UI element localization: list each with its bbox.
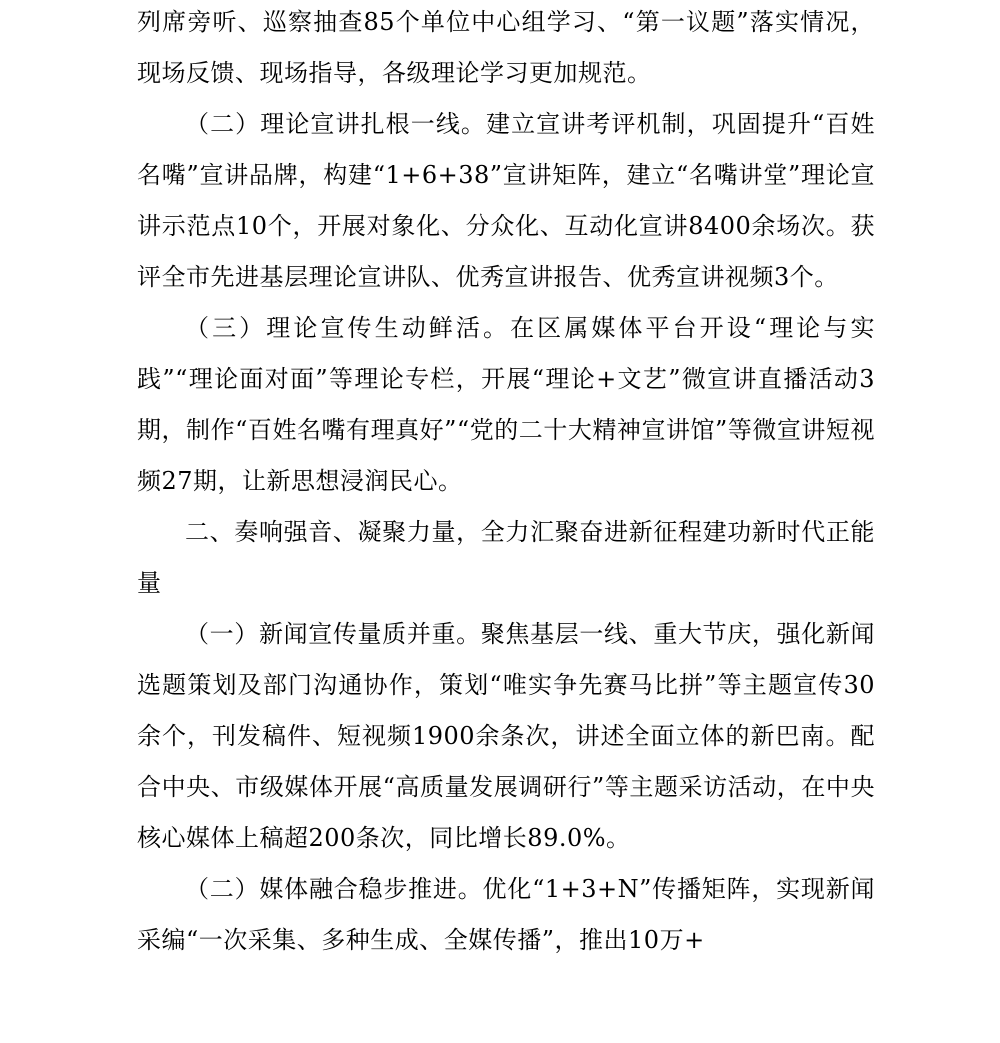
paragraph-theory-lectures: （二）理论宣讲扎根一线。建立宣讲考评机制，巩固提升“百姓名嘴”宣讲品牌，构建“1+6+38”宣讲矩阵，建立“名嘴讲堂”理论宣讲示范点10个，开展对象化、分众化、互动化宣讲8400余场次。获评全市先进基层理论宣讲队、优秀宣讲报告、优秀宣讲视频3个。 [137, 110, 875, 291]
section-heading-two: 二、奏响强音、凝聚力量，全力汇聚奋进新征程建功新时代正能量 [137, 518, 875, 597]
paragraph-theory-publicity: （三）理论宣传生动鲜活。在区属媒体平台开设“理论与实践”“理论面对面”等理论专栏，开展“理论+文艺”微宣讲直播活动3期，制作“百姓名嘴有理真好”“党的二十大精神宣讲馆”等微宣讲短视频27期，让新思想浸润民心。 [137, 314, 875, 495]
document-body [137, 0, 875, 966]
paragraph-media-integration: （二）媒体融合稳步推进。优化“1+3+N”传播矩阵，实现新闻采编“一次采集、多种生成、全媒传播”，推出10万+ [137, 875, 875, 954]
paragraph-news-publicity: （一）新闻宣传量质并重。聚焦基层一线、重大节庆，强化新闻选题策划及部门沟通协作，策划“唯实争先赛马比拼”等主题宣传30余个，刊发稿件、短视频1900余条次，讲述全面立体的新巴南。配合中央、市级媒体开展“高质量发展调研行”等主题采访活动，在中央核心媒体上稿超200条次，同比增长89.0%。 [137, 620, 875, 852]
paragraph-continuation: 列席旁听、巡察抽查85个单位中心组学习、“第一议题”落实情况，现场反馈、现场指导，各级理论学习更加规范。 [137, 8, 875, 87]
